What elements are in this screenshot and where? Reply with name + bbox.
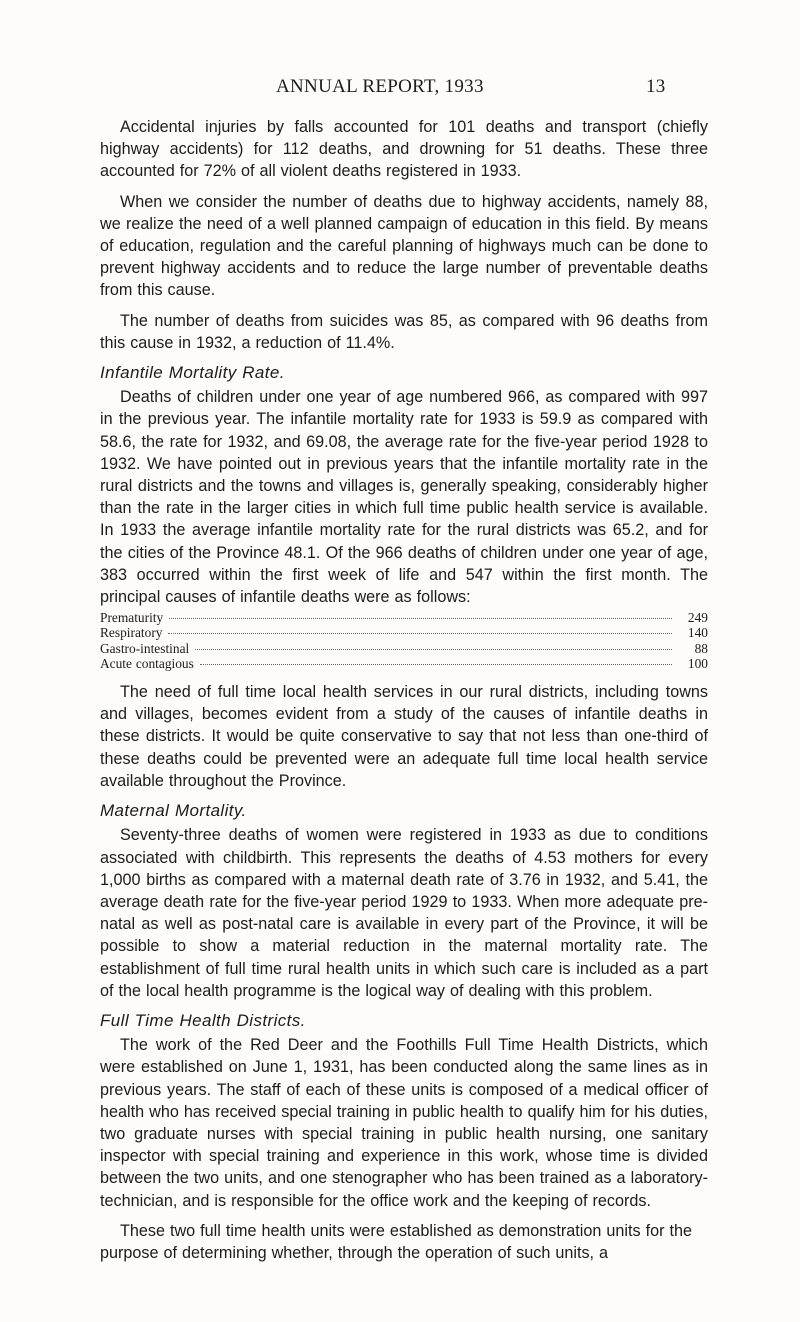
heading-full-time-health-districts: Full Time Health Districts.	[100, 1010, 306, 1030]
dot-leader	[195, 649, 672, 650]
paragraph-rural-health-need: The need of full time local health services in our rural districts, including towns and villages, becomes evident from a study of the causes of infantile deaths in these districts. It would be quite conservative to say that not less than one-third of these deaths could be prevented were an adequate full time local health service available throughout the Province.	[100, 683, 708, 790]
list-item	[100, 610, 708, 625]
cause-label: Gastro-intestinal	[100, 640, 190, 656]
list-item	[100, 656, 708, 671]
causes-list	[100, 610, 708, 671]
heading-maternal-mortality: Maternal Mortality.	[100, 801, 247, 821]
cause-value: 249	[687, 610, 708, 626]
cause-label: Acute contagious	[100, 655, 194, 671]
list-item	[100, 625, 708, 640]
paragraph-accidental-injuries: Accidental injuries by falls accounted for 101 deaths and transport (chiefly highway accidents) for 112 deaths, and drowning for 51 deaths. These three accounted for 72% of all violent deaths registered in 1933.	[100, 118, 708, 181]
paragraph-suicides: The number of deaths from suicides was 85, as compared with 96 deaths from this cause in 1932, a reduction of 11.4%.	[100, 311, 708, 352]
cause-label: Respiratory	[100, 625, 163, 641]
heading-infantile-mortality: Infantile Mortality Rate.	[100, 363, 285, 383]
paragraph-demonstration-units: These two full time health units were established as demonstration units for the purpose of determining whether, through the operation of such units, a	[100, 1221, 692, 1262]
running-header	[0, 76, 800, 100]
dot-leader	[168, 633, 672, 634]
page-body	[100, 116, 708, 1272]
paragraph-infantile-mortality: Deaths of children under one year of age numbered 966, as compared with 997 in the previous year. The infantile mortality rate for 1933 is 59.9 as compared with 58.6, the rate for 1932, and 69.08, the average rate for the five-year period 1928 to 1932. We have pointed out in previous years that the infantile mortality rate in the rural districts and the towns and villages is, generally speaking, considerably higher than the rate in the larger cities in which full time public health service is available. In 1933 the average infantile mortality rate for the rural districts was 65.2, and for the cities of the Province 48.1. Of the 966 deaths of children under one year of age, 383 occurred within the first week of life and 547 within the first month. The principal causes of infantile deaths were as follows:	[100, 388, 708, 607]
paragraph-maternal-mortality: Seventy-three deaths of women were registered in 1933 as due to conditions associated with childbirth. This represents the deaths of 4.53 mothers for every 1,000 births as compared with a maternal death rate of 3.76 in 1932, and 5.41, the average death rate for the five-year period 1929 to 1933. When more adequate pre-natal as well as post-natal care is available in every part of the Province, it will be possible to show a material reduction in the maternal mortality rate. The establishment of full time rural health units in which such care is included as a part of the local health programme is the logical way of dealing with this problem.	[100, 826, 708, 1000]
paragraph-highway-accidents: When we consider the number of deaths due to highway accidents, namely 88, we realize the need of a well planned campaign of education in this field. By means of education, regulation and the careful planning of highways much can be done to prevent highway accidents and to reduce the large number of preventable deaths from this cause.	[100, 192, 708, 300]
page-number: 13	[646, 76, 666, 97]
cause-value: 140	[687, 625, 708, 641]
cause-value: 100	[687, 655, 708, 671]
list-item	[100, 641, 708, 656]
paragraph-health-districts-work: The work of the Red Deer and the Foothills Full Time Health Districts, which were established on June 1, 1931, has been conducted along the same lines as in previous years. The staff of each of these units is composed of a medical officer of health who has received special training in public health to qualify him for his duties, two graduate nurses with special training in public health nursing, one sanitary inspector with special training and experience in this work, whose time is divided between the two units, and one stenographer who has been trained as a laboratory-technician, and is responsible for the office work and the keeping of records.	[100, 1036, 708, 1210]
dot-leader	[200, 664, 672, 665]
dot-leader	[169, 618, 672, 619]
report-title: ANNUAL REPORT, 1933	[276, 76, 484, 97]
cause-label: Prematurity	[100, 610, 164, 626]
cause-value: 88	[694, 640, 708, 656]
